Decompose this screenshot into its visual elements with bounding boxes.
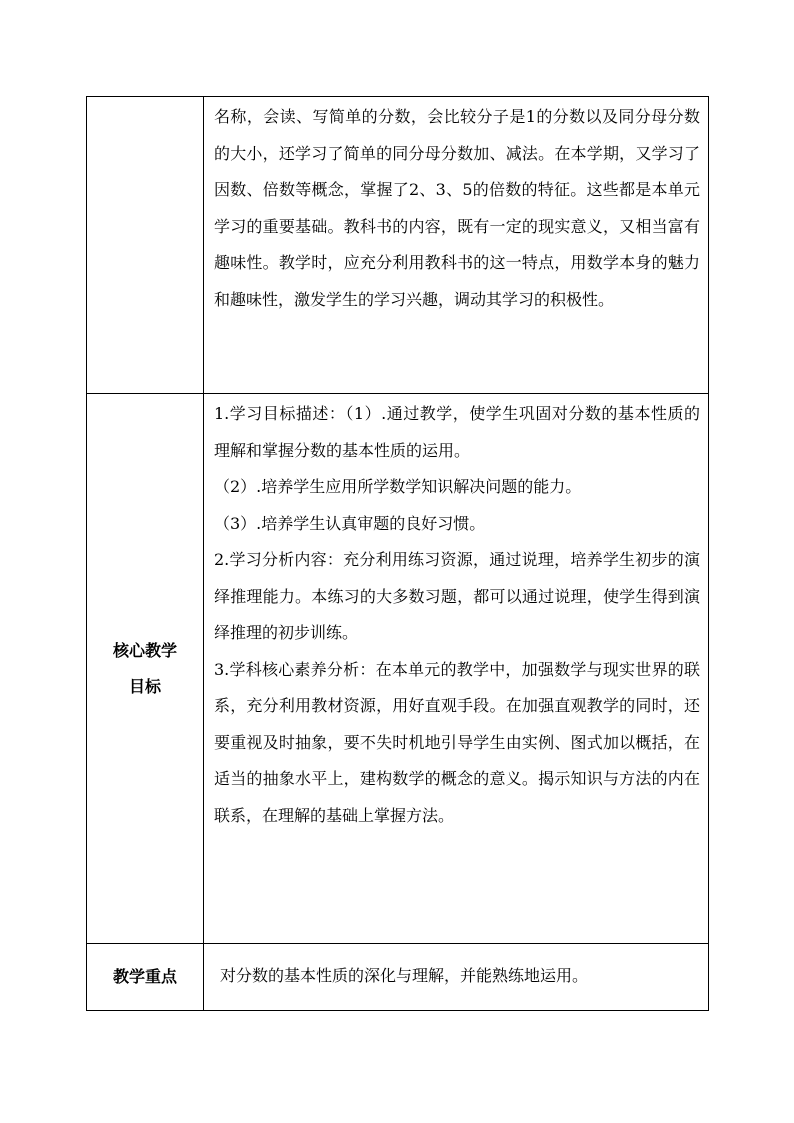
paragraph: 2.学习分析内容：充分利用练习资源，通过说理，培养学生初步的演绎推理能力。本练习的大多数习题，都可以通过说理，使学生得到演绎推理的初步训练。: [214, 550, 700, 642]
row-label-line: 核心教学: [112, 640, 177, 660]
paragraph: （3）.培养学生认真审题的良好习惯。: [214, 513, 486, 533]
table-row: [87, 97, 709, 394]
row-label-line: 目标: [128, 676, 161, 696]
row-content-cell: [204, 944, 709, 1011]
lesson-plan-table: [86, 96, 709, 1011]
paragraph: 3.学科核心素养分析：在本单元的教学中，加强数学与现实世界的联系，充分利用教材资源，用好直观手段。在加强直观教学的同时，还要重视及时抽象，要不失时机地引导学生由实例、图式加以概括，在适当的抽象水平上，建构数学的概念的意义。揭示知识与方法的内在联系，在理解的基础上掌握方法。: [214, 659, 700, 825]
table-row: [87, 944, 709, 1011]
row-label-cell: [87, 394, 204, 944]
paragraph: （2）.培养学生应用所学数学知识解决问题的能力。: [214, 477, 582, 496]
paragraph: 1.学习目标描述：（1）.通过教学，使学生巩固对分数的基本性质的理解和掌握分数的基本性质的运用。: [214, 404, 700, 460]
row-content-cell: [204, 394, 709, 944]
paragraph: 对分数的基本性质的深化与理解，并能熟练地运用。: [220, 965, 589, 985]
row-label-cell: [87, 944, 204, 1011]
paragraph: 名称，会读、写简单的分数，会比较分子是1的分数以及同分母分数的大小，还学习了简单的同分母分数加、减法。在本学期，又学习了因数、倍数等概念，掌握了2、3、5的倍数的特征。这些都是本单元学习的重要基础。教科书的内容，既有一定的现实意义，又相当富有趣味性。教学时，应充分利用教科书的这一特点，用数学本身的魅力和趣味性，激发学生的学习兴趣，调动其学习的积极性。: [214, 107, 700, 309]
table-row: [87, 394, 709, 944]
row-label-cell: [87, 97, 204, 394]
row-label: 教学重点: [112, 967, 177, 986]
row-content-cell: [204, 97, 709, 394]
